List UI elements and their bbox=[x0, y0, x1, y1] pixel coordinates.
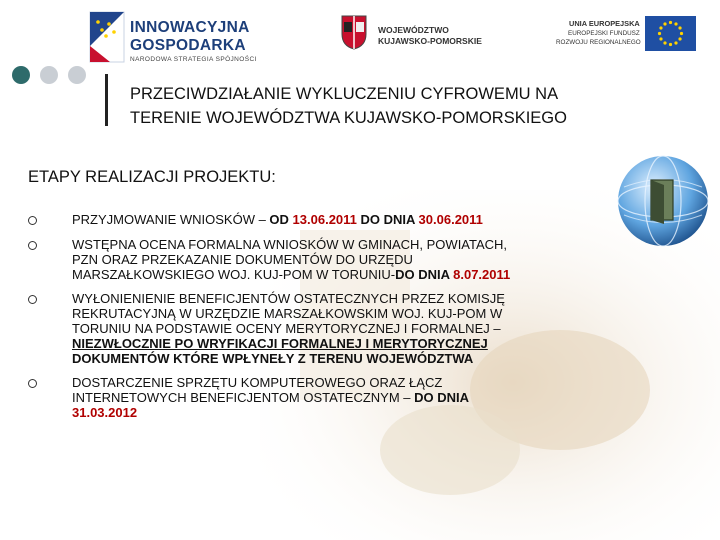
list-item: WYŁONIENIENIE BENEFICJENTÓW OSTATECZNYCH PRZEZ KOMISJĘ REKRUTACYJNĄ W URZĘDZIE MARSZAŁKOWSKIM WOJ. KUJ-POM W TORUNIU NA PODSTAWIE OCENY MERYTORYCZNEJ I FORMALNEJ – NIEZWŁOCZNIE PO WRYFIKACJI FORMALNEJ I MERYTORYCZNEJ DOKUMENTÓW KTÓRE WPŁYNEŁY Z TERENU WOJEWÓDZTWA bbox=[28, 291, 618, 366]
list-item: WSTĘPNA OCENA FORMALNA WNIOSKÓW W GMINACH, POWIATACH, PZN ORAZ PRZEKAZANIE DOKUMENTÓW DO URZĘDU MARSZAŁKOWSKIEGO WOJ. KUJ-POM W TORUNIU-DO DNIA 8.07.2011 bbox=[28, 237, 618, 282]
list-item: DOSTARCZENIE SPRZĘTU KOMPUTEROWEGO ORAZ ŁĄCZ INTERNETOWYCH BENEFICJENTOM OSTATECZNYM – DO DNIA 31.03.2012 bbox=[28, 375, 618, 420]
eu-star bbox=[678, 26, 681, 29]
eu-star bbox=[663, 41, 666, 44]
section-title: ETAPY REALIZACJI PROJEKTU: bbox=[28, 168, 276, 186]
decor-dot-1 bbox=[12, 66, 30, 84]
list-item: PRZYJMOWANIE WNIOSKÓW – OD 13.06.2011 DO DNIA 30.06.2011 bbox=[28, 212, 618, 227]
page-title bbox=[130, 82, 690, 130]
eu-flag-icon bbox=[645, 16, 696, 51]
eu-star bbox=[663, 22, 666, 25]
eu-star bbox=[658, 32, 661, 35]
title-divider bbox=[105, 74, 108, 126]
eu-line3: ROZWOJU REGIONALNEGO bbox=[556, 39, 641, 46]
globe-door-icon bbox=[614, 152, 712, 250]
eu-star bbox=[659, 37, 662, 40]
eu-star bbox=[669, 21, 672, 24]
woj-line2: KUJAWSKO-POMORSKIE bbox=[378, 36, 482, 46]
stages-list bbox=[28, 212, 618, 420]
eu-star bbox=[674, 41, 677, 44]
ig-subtitle: NARODOWA STRATEGIA SPÓJNOŚCI bbox=[130, 56, 257, 63]
eu-star bbox=[678, 37, 681, 40]
decor-dot-2 bbox=[40, 66, 58, 84]
bullet-icon bbox=[28, 241, 37, 250]
date: 31.03.2012 bbox=[72, 405, 138, 420]
woj-line1: WOJEWÓDZTWO bbox=[378, 25, 449, 35]
date-end: 30.06.2011 bbox=[418, 212, 483, 227]
eu-line1: UNIA EUROPEJSKA bbox=[569, 19, 640, 28]
title-line2: TERENIE WOJEWÓDZTWA KUJAWSKO-POMORSKIEGO bbox=[130, 109, 567, 127]
eu-star bbox=[669, 43, 672, 46]
coat-of-arms-icon bbox=[340, 14, 368, 50]
bullet-icon bbox=[28, 295, 37, 304]
innowacyjna-gospodarka-logo bbox=[86, 10, 286, 66]
bullet-icon bbox=[28, 379, 37, 388]
ig-flag-icon bbox=[86, 10, 126, 64]
bullet-icon bbox=[28, 216, 37, 225]
eu-logo bbox=[556, 14, 702, 54]
eu-star bbox=[680, 32, 683, 35]
title-line1: PRZECIWDZIAŁANIE WYKLUCZENIU CYFROWEMU NA bbox=[130, 85, 559, 103]
ig-line2: GOSPODARKA bbox=[130, 37, 246, 54]
eu-star bbox=[674, 22, 677, 25]
eu-line2: EUROPEJSKI FUNDUSZ bbox=[568, 30, 640, 37]
date: 8.07.2011 bbox=[453, 267, 511, 282]
decor-dot-3 bbox=[68, 66, 86, 84]
eu-star bbox=[659, 26, 662, 29]
wojewodztwo-logo bbox=[340, 14, 510, 54]
date-start: 13.06.2011 bbox=[292, 212, 357, 227]
ig-line1: INNOWACYJNA bbox=[130, 19, 250, 36]
